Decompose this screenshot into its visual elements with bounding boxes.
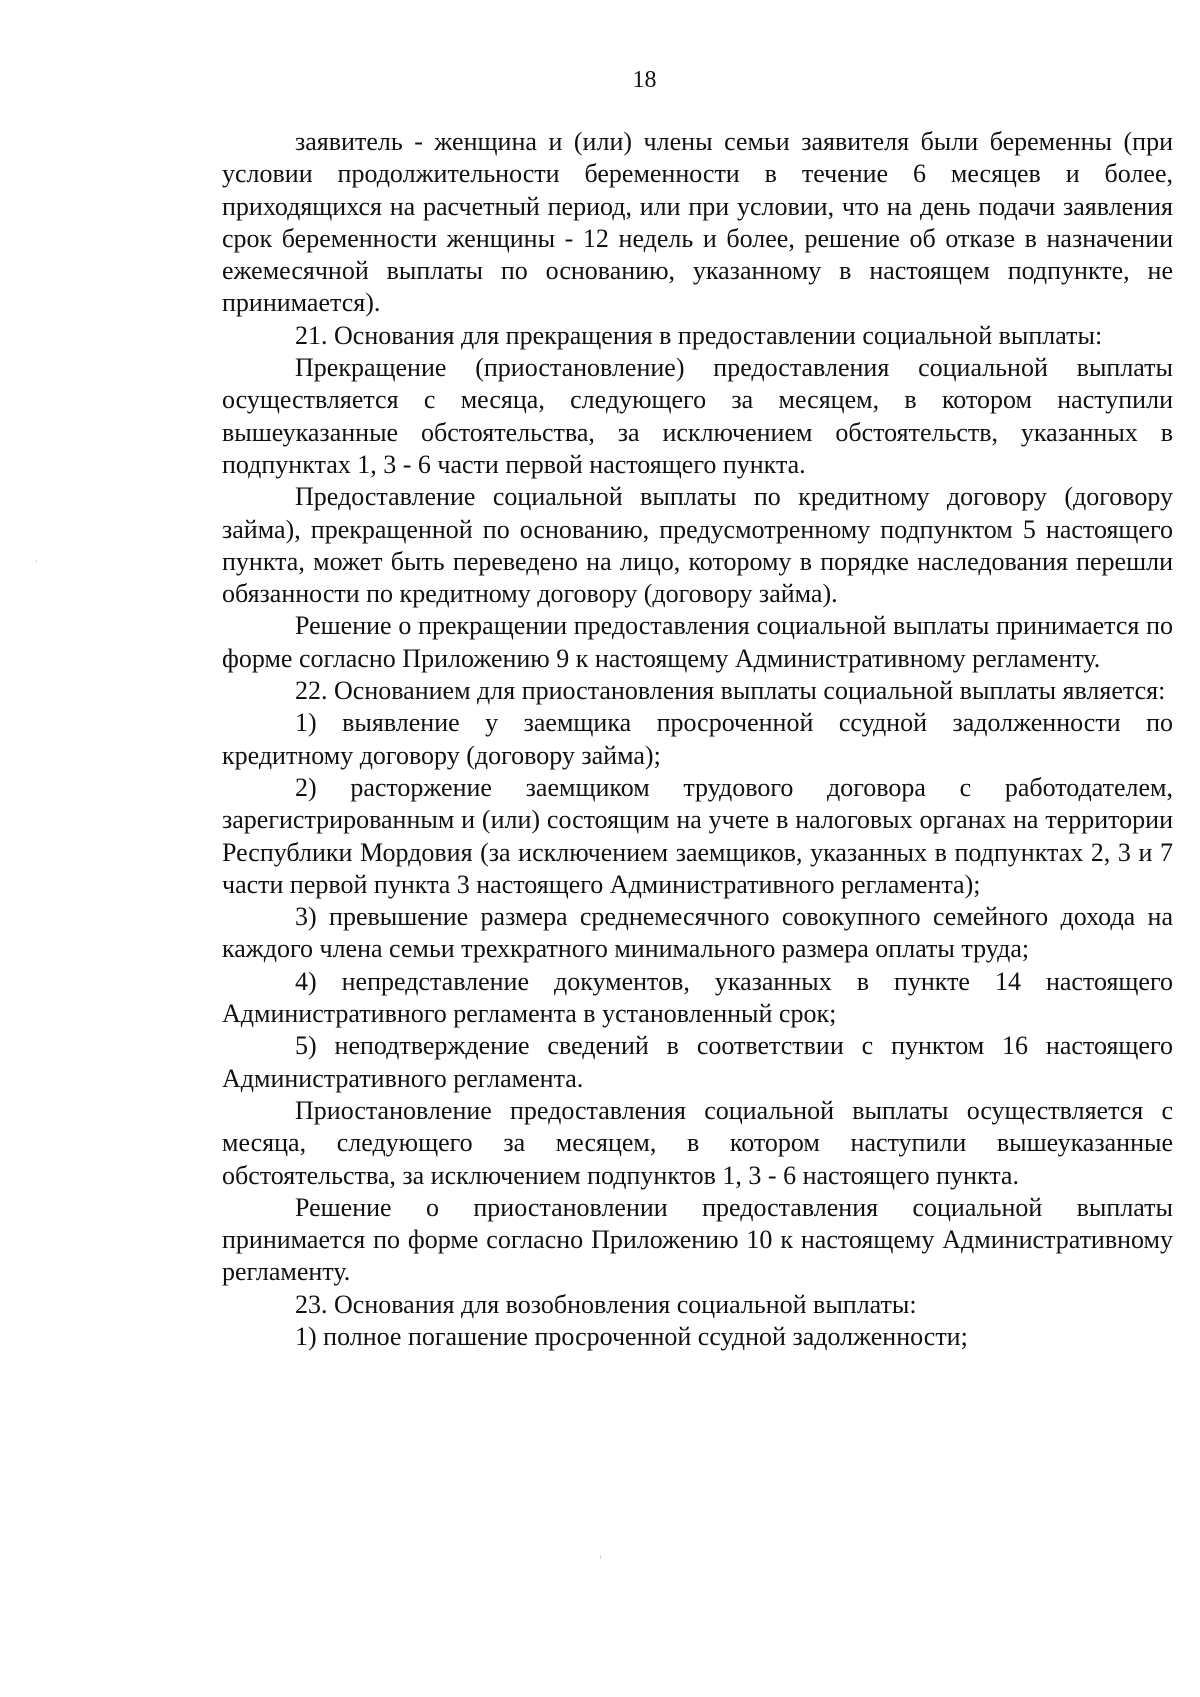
paragraph-item-21-heading: 21. Основания для прекращения в предоставлении социальной выплаты: [295, 320, 1103, 350]
document-body [222, 126, 1173, 1353]
list-item-22-2: 2) расторжение заемщиком трудового договора с работодателем, зарегистрированным и (или) состоящим на учете в налоговых органах на территории Республики Мордовия (за исключением заемщиков, указанных в подпунктах 2, 3 и 7 части первой пункта 3 настоящего Административного регламента); [222, 772, 1173, 899]
list-item-22-3: 3) превышение размера среднемесячного совокупного семейного дохода на каждого члена семьи трехкратного минимального размера оплаты труда; [222, 902, 1173, 964]
paragraph-pregnancy-condition: заявитель - женщина и (или) члены семьи заявителя были беременны (при условии продолжительности беременности в течение 6 месяцев и более, приходящихся на расчетный период, или при условии, что на день подачи заявления срок беременности женщины - 12 недель и более, решение об отказе в назначении ежемесячной выплаты по основанию, указанному в настоящем подпункте, не принимается). [222, 127, 1173, 318]
scan-artifact-left [36, 560, 37, 563]
paragraph-suspension-start: Приостановление предоставления социальной выплаты осуществляется с месяца, следующего за месяцем, в котором наступили вышеуказанные обстоятельства, за исключением подпунктов 1, 3 - 6 настоящего пункта. [222, 1095, 1173, 1190]
list-item-23-1: 1) полное погашение просроченной ссудной задолженности; [295, 1321, 968, 1351]
list-item-22-5: 5) неподтверждение сведений в соответствии с пунктом 16 настоящего Административного регламента. [222, 1031, 1173, 1093]
paragraph-suspension-decision: Решение о приостановлении предоставления социальной выплаты принимается по форме согласно Приложению 10 к настоящему Административному регламенту. [222, 1192, 1173, 1287]
paragraph-credit-transfer: Предоставление социальной выплаты по кредитному договору (договору займа), прекращенной по основанию, предусмотренному подпунктом 5 настоящего пункта, может быть переведено на лицо, которому в порядке наследования перешли обязанности по кредитному договору (договору займа). [222, 482, 1173, 609]
page-number: 18 [632, 67, 657, 93]
list-item-22-1: 1) выявление у заемщика просроченной ссудной задолженности по кредитному договору (договору займа); [222, 708, 1173, 770]
paragraph-termination-suspension: Прекращение (приостановление) предоставления социальной выплаты осуществляется с месяца, следующего за месяцем, в котором наступили вышеуказанные обстоятельства, за исключением обстоятельств, указанных в подпунктах 1, 3 - 6 части первой настоящего пункта. [222, 353, 1173, 479]
paragraph-item-22-heading: 22. Основанием для приостановления выплаты социальной выплаты является: [295, 676, 1166, 706]
paragraph-termination-decision: Решение о прекращении предоставления социальной выплаты принимается по форме согласно Приложению 9 к настоящему Административному регламенту. [222, 611, 1173, 673]
scan-artifact-bottom [600, 1555, 601, 1559]
paragraph-item-23-heading: 23. Основания для возобновления социальной выплаты: [295, 1289, 917, 1319]
list-item-22-4: 4) непредставление документов, указанных в пункте 14 настоящего Административного регламента в установленный срок; [222, 966, 1173, 1029]
